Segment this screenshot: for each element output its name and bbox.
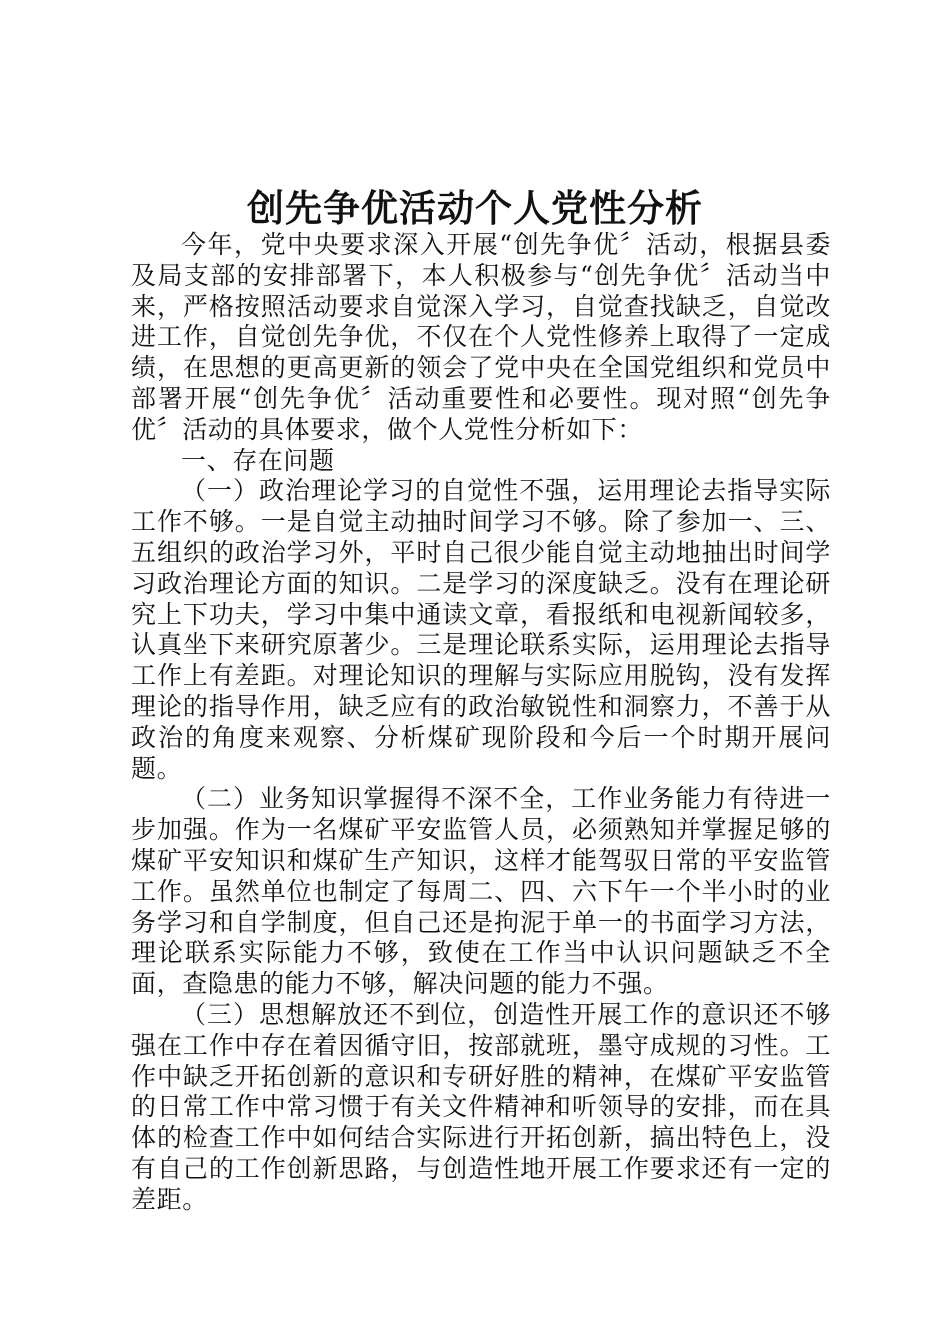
problem-paragraph-2: （二）业务知识掌握得不深不全，工作业务能力有待进一步加强。作为一名煤矿平安监管人员，必须熟知并掌握足够的煤矿平安知识和煤矿生产知识，这样才能驾驭日常的平安监管工作。虽然单位也制定了每周二、四、六下午一个半小时的业务学习和自学制度，但自己还是拘泥于单一的书面学习方法，理论联系实际能力不够，致使在工作当中认识问题缺乏不全面，查隐患的能力不够，解决问题的能力不强。: [131, 784, 831, 999]
document-body: [131, 230, 831, 1216]
intro-paragraph: 今年，党中央要求深入开展“创先争优〞活动，根据县委及局支部的安排部署下，本人积极参与“创先争优〞活动当中来，严格按照活动要求自觉深入学习，自觉查找缺乏，自觉改进工作，自觉创先争优，不仅在个人党性修养上取得了一定成绩，在思想的更高更新的领会了党中央在全国党组织和党员中部署开展“创先争优〞活动重要性和必要性。现对照“创先争优〞活动的具体要求，做个人党性分析如下：: [131, 230, 831, 444]
problem-paragraph-3: （三）思想解放还不到位，创造性开展工作的意识还不够强在工作中存在着因循守旧，按部就班，墨守成规的习性。工作中缺乏开拓创新的意识和专研好胜的精神，在煤矿平安监管的日常工作中常习惯于有关文件精神和听领导的安排，而在具体的检查工作中如何结合实际进行开拓创新，搞出特色上，没有自己的工作创新思路，与创造性地开展工作要求还有一定的差距。: [131, 999, 831, 1214]
problem-paragraph-1: （一）政治理论学习的自觉性不强，运用理论去指导实际工作不够。一是自觉主动抽时间学习不够。除了参加一、三、五组织的政治学习外，平时自己很少能自觉主动地抽出时间学习政治理论方面的知识。二是学习的深度缺乏。没有在理论研究上下功夫，学习中集中通读文章，看报纸和电视新闻较多，认真坐下来研究原著少。三是理论联系实际，运用理论去指导工作上有差距。对理论知识的理解与实际应用脱钩，没有发挥理论的指导作用，缺乏应有的政治敏锐性和洞察力，不善于从政治的角度来观察、分析煤矿现阶段和今后一个时期开展问题。: [131, 476, 831, 783]
document-title: 创先争优活动个人党性分析: [247, 186, 703, 230]
section-heading-problems: 一、存在问题: [181, 445, 335, 475]
